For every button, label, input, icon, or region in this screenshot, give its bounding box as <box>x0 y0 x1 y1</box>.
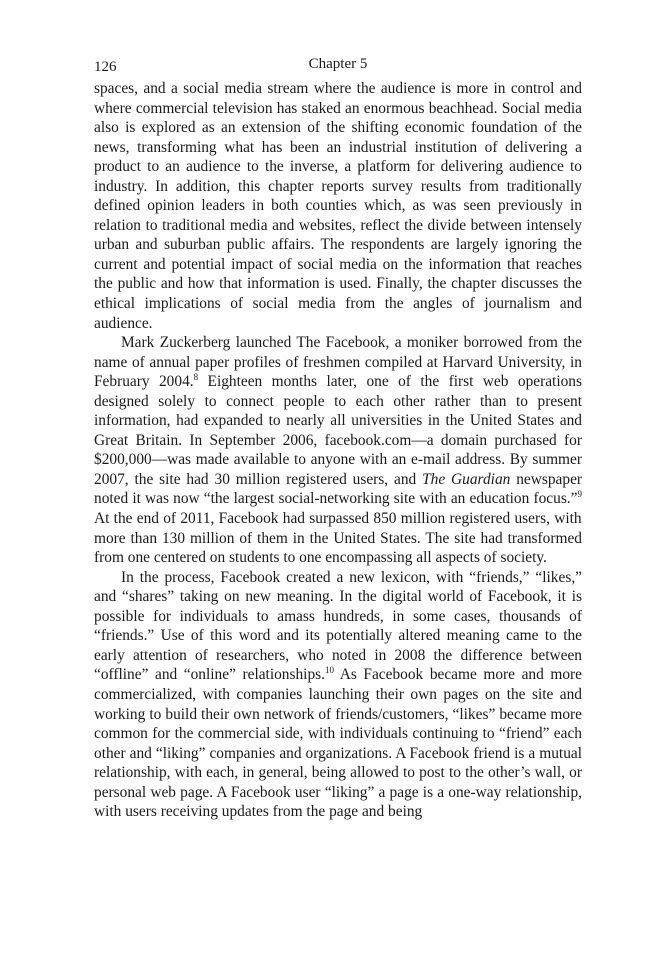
italic-title: The Guardian <box>422 470 511 488</box>
text-run: As Facebook became more and more commercialized, with companies launching their own pages on the site and working to build their own network of friends/customers, “likes” became more common for the commercial side, with individuals continuing to “friend” each other and “liking” companies and organizations. A Facebook friend is a mutual relationship, with each, in general, being allowed to post to the other’s wall, or personal web page. A Facebook user “liking” a page is a one-way relationship, with users receiving updates from the page and being <box>94 666 582 821</box>
paragraph-1 <box>94 79 582 333</box>
book-page <box>94 52 582 822</box>
text-run: At the end of 2011, Facebook had surpassed 850 million registered users, with more than 130 million of them in the United States. The site had transformed from one centered on students to one encompassing all aspects of society. <box>94 510 582 567</box>
paragraph-2 <box>94 333 582 568</box>
text-run: newspaper noted it was now “the largest social-networking site with an education focus.” <box>94 470 583 508</box>
chapter-title: Chapter 5 <box>308 56 368 72</box>
footnote-marker: 10 <box>325 665 334 676</box>
page-number: 126 <box>94 59 117 75</box>
footnote-marker: 9 <box>577 489 582 500</box>
footnote-marker: 8 <box>193 372 199 383</box>
paragraph-3 <box>94 568 582 822</box>
body-text <box>94 79 582 822</box>
text-run: In the process, Facebook created a new lexicon, with “friends,” “likes,” and “shares” taking on new meaning. In the digital world of Facebook, it is possible for individuals to amass hundreds, in some cases, thousands of “friends.” Use of this word and its potentially altered meaning came to the early attention of researchers, who noted in 2008 the difference between “offline” and “online” relationships. <box>94 568 582 684</box>
running-head <box>94 52 582 76</box>
text-run: spaces, and a social media stream where the audience is more in control and where commercial television has staked an enormous beachhead. Social media also is explored as an extension of the shifting economic foundation of the news, transforming what has been an industrial institution of delivering a product to an audience to the inverse, a platform for delivering audience to industry. In addition, this chapter reports survey results from traditionally defined opinion leaders in both counties which, as was seen previously in relation to traditional media and websites, reflect the divide between intensely urban and suburban public affairs. The respondents are largely ignoring the current and potential impact of social media on the information that reaches the public and how that information is used. Finally, the chapter discusses the ethical implications of social media from the angles of journalism and audience. <box>94 80 582 332</box>
text-run: Mark Zuckerberg launched The Facebook, a moniker borrowed from the name of annual paper profiles of freshmen compiled at Harvard University, in February 2004. <box>94 334 582 391</box>
text-run: Eighteen months later, one of the first web operations designed solely to connect people to each other rather than to present information, had expanded to nearly all universities in the United States and Great Britain. In September 2006, facebook.com—a domain purchased for $200,000—was made available to anyone with an e-mail address. By summer 2007, the site had 30 million registered users, and <box>94 373 582 488</box>
